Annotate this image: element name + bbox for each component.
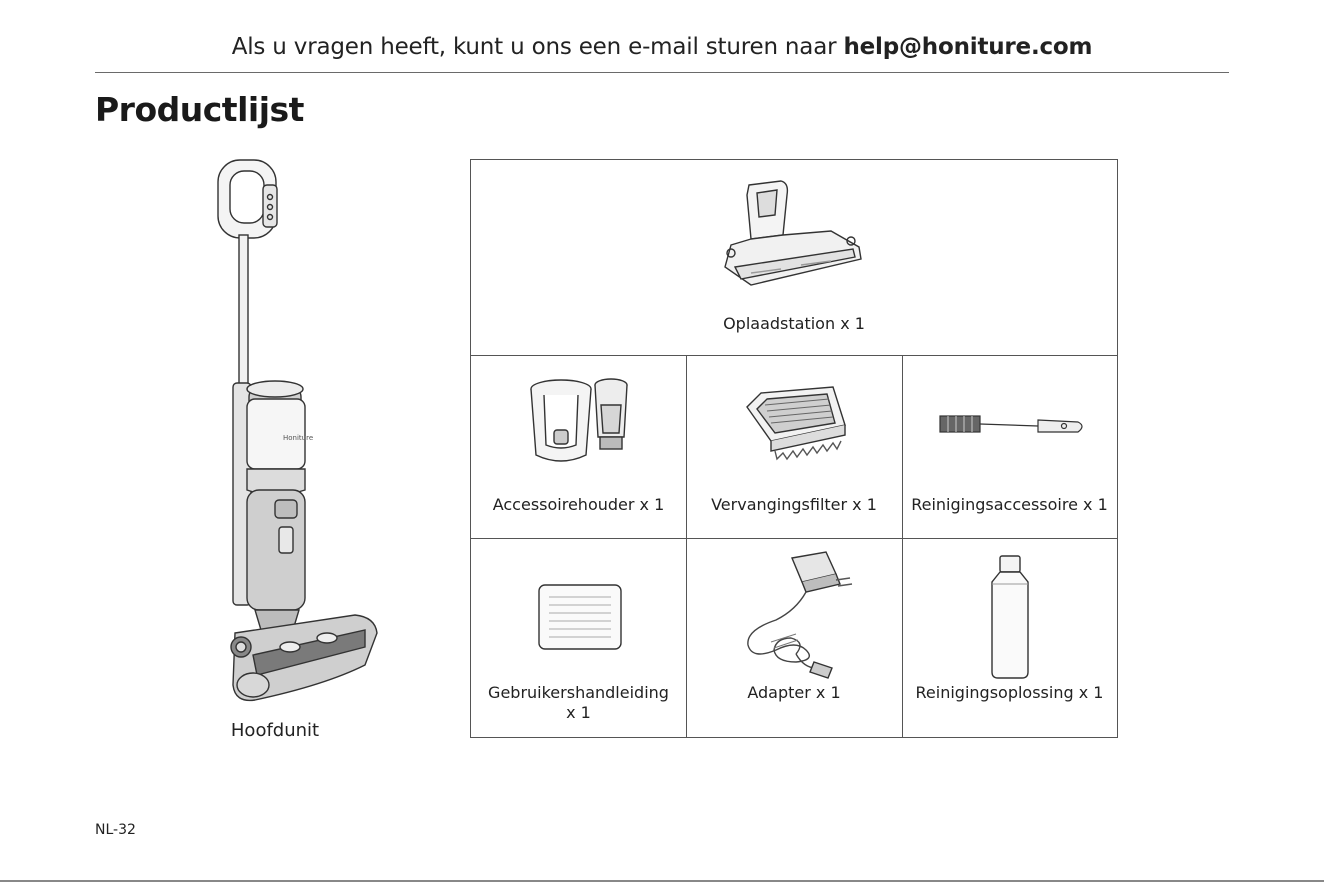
- product-item-adapter: [686, 538, 902, 737]
- svg-text:Honiture: Honiture: [283, 434, 314, 442]
- main-unit-label: Hoofdunit: [230, 720, 320, 741]
- bottom-divider: [0, 880, 1324, 882]
- product-list-grid: [470, 159, 1118, 738]
- vacuum-cleaner-icon: [215, 155, 390, 710]
- product-label: Reinigingsoplossing x 1: [915, 683, 1104, 702]
- product-label-quantity: x 1: [566, 703, 591, 722]
- cleaning-brush-icon: [938, 410, 1088, 440]
- header-text: Als u vragen heeft, kunt u ons een e-mail sturen naar: [231, 34, 837, 60]
- page-number: NL-32: [95, 822, 136, 838]
- main-unit-illustration: [215, 155, 390, 710]
- product-item-accessory-holder: [471, 355, 686, 538]
- user-manual-icon: [537, 583, 623, 651]
- product-item-replacement-filter: [686, 355, 902, 538]
- product-item-cleaning-solution: [902, 538, 1117, 737]
- header-divider: [95, 72, 1229, 73]
- product-label: Oplaadstation x 1: [723, 314, 865, 333]
- product-item-charging-station: [471, 160, 1117, 355]
- page-header: [0, 34, 1324, 60]
- product-label: Accessoirehouder x 1: [492, 495, 665, 514]
- product-label: Gebruikershandleiding: [488, 683, 669, 702]
- power-adapter-icon: [736, 550, 856, 680]
- product-item-user-manual: [471, 538, 686, 737]
- product-label: Vervangingsfilter x 1: [711, 495, 877, 514]
- replacement-filter-icon: [741, 385, 851, 465]
- accessory-holder-icon: [526, 375, 636, 470]
- header-email[interactable]: help@honiture.com: [843, 34, 1093, 60]
- product-item-cleaning-accessory: [902, 355, 1117, 538]
- charging-station-icon: [711, 175, 871, 295]
- product-label: Adapter x 1: [747, 683, 841, 702]
- cleaning-solution-bottle-icon: [988, 554, 1032, 680]
- page-title: Productlijst: [95, 90, 304, 129]
- product-label: Reinigingsaccessoire x 1: [911, 495, 1108, 514]
